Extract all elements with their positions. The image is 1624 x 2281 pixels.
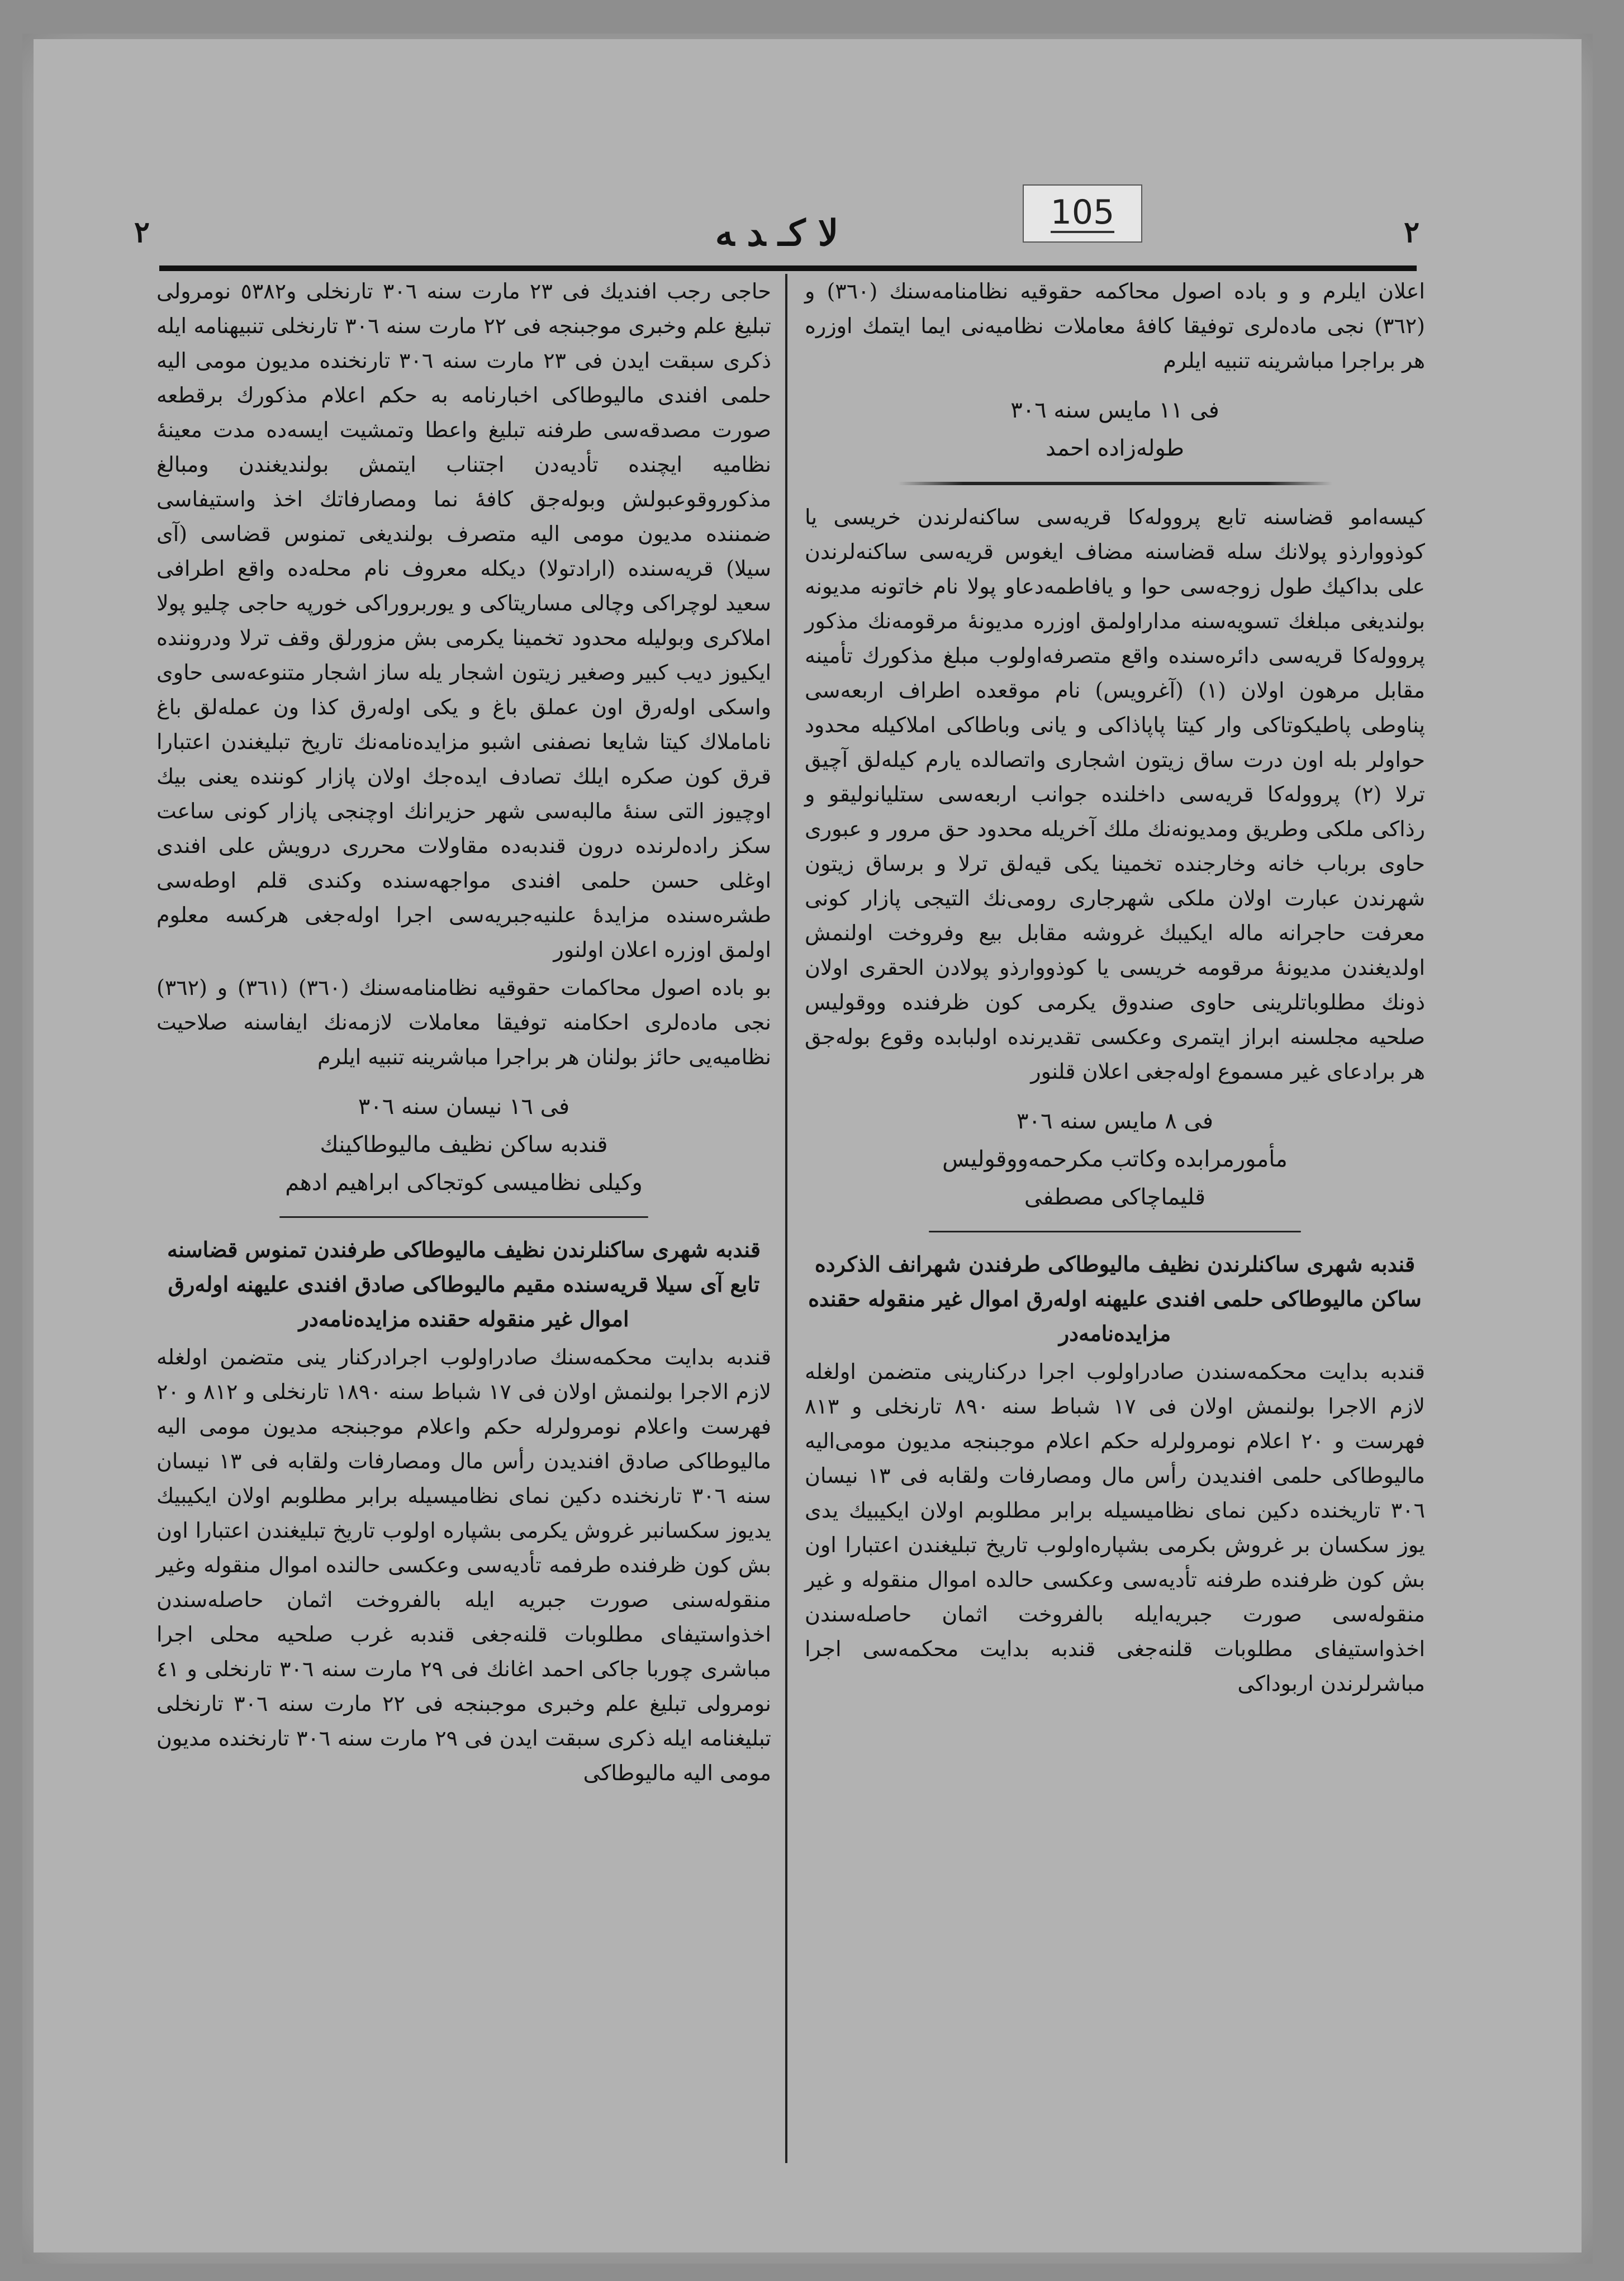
notice-text: قندبه بدايت محكمه‌سندن صادراولوب اجرا دركنارينى متضمن اولغله لازم الاجرا بولنمش اولان فى ١٧ شباط سنه ٨٩٠ تارنخلى و ٨١٣ فهرست و ٢٠ اعلام نومرولرله حكم اعلام موجبنجه مديون مومى‌اليه ماليوطاكى حلمى افنديدن رأس مال ومصارفات ولقابه فى ١٣ نيسان ٣٠٦ تاريخنده دكين نماى نظاميسيله برابر مطلوبم اولان ايكيبيك يدى يوز سكسان بر غروش بكرمى بشپاره‌اولوب تاريخ تبليغندن اعتبارا اون بش كون ظرفنده طرفنه تأديه‌سى وعكسى حالده اموال منقوله و غير منقوله‌سى صورت جبريه‌ايله بالفروخت اثمان حاصله‌سندن اخذواستيفاى مطلوبات قلنه‌جغى قندبه بدايت محكمه‌سى اجرا مباشرلرندن اربوداكى	[805, 1359, 1425, 1696]
signature-date: فى ١٦ نيسان سنه ٣٠٦	[358, 1094, 570, 1120]
notice-text: اعلان ايلرم و و باده اصول محاكمه حقوقيه نظامنامه‌سنك (٣٦٠) و (٣٦٢) نجى ماده‌لرى توفيقا كافهٔ معاملات نظاميه‌نى ايما ايتمك اوزره هر براجرا مباشرينه تنبيه ايلرم	[805, 279, 1425, 373]
signature-name: قندبه ساكن نظيف ماليوطاكينك	[320, 1132, 608, 1158]
right-column	[805, 274, 1425, 1704]
page-number-right: ٢	[1404, 215, 1419, 249]
notice-text: قندبه بدايت محكمه‌سنك صادراولوب اجرادركنار ينى متضمن اولغله لازم الاجرا بولنمش اولان فى ١٧ شباط سنه ١٨٩٠ تارنخلى و ٨١٢ و ٢٠ فهرست واعلام نومرولرله حكم واعلام موجبنجه مديون مومى اليه ماليوطاكى صادق افنديدن رأس مال ومصارفات ولقابه فى ١٣ نيسان سنه ٣٠٦ تارنخنده دكين نماى نظاميسيله برابر مطلوبم اولان ايكيبيك يديوز سكسانبر غروش يكرمى بشپاره اولوب تاريخ تبليغندن اعتبارا اون بش كون ظرفنده طرفمه تأديه‌سى وعكسى حالنده اموال منقوله وغير منقوله‌سنى صورت جبريه ايله بالفروخت اثمان حاصله‌سندن اخذواستيفاى مطلوبات قلنه‌جغى قندبه غرب صلحيه محلى اجرا مباشرى چوربا جاكى احمد اغانك فى ٢٩ مارت سنه ٣٠٦ تارنخلى و ٤١ نومرولى تبليغ علم وخبرى موجبنجه فى ٢٢ مارت سنه ٣٠٦ تارنخلى تبليغنامه ايله ذكرى سبقت ايدن فى ٢٩ مارت سنه ٣٠٦ تارنخنده مديون مومى اليه ماليوطاكى	[156, 1345, 772, 1785]
signature-date: فى ٨ مايس سنه ٣٠٦	[1016, 1108, 1214, 1134]
left-column	[156, 274, 771, 1794]
notice-text: حاجى رجب افنديك فى ٢٣ مارت سنه ٣٠٦ تارنخلى و٥٣٨٢ نومرولى تبليغ علم وخبرى موجبنجه فى ٢٢ مارت سنه ٣٠٦ تارنخلى تنبيهنامه ايله ذكرى سبقت ايدن فى ٢٣ مارت سنه ٣٠٦ تارنخنده مديون مومى اليه حلمى افندى ماليوطاكى اخبارنامه به حكم اعلام مذكورك برقطعه صورت مصدقه‌سى طرفنه تبليغ واعطا وتمشيت ايسه‌ده مدت معينهٔ نظاميه ايچنده تأديه‌دن اجتناب ايتمش بولنديغندن ومبالغ مذكوروقوعبولش وبوله‌جق كافهٔ نما ومصارفاتك اخذ واستيفاسى ضمننده مديون مومى اليه متصرف بولنديغى تمنوس قضاسى (آى سيلا) قريه‌سنده (ارادتولا) ديكله معروف نام محله‌ده واقع اطرافى سعيد لوچراكى وچالى مساريتاكى و يوربروراكى خورپه حاجى چليو پولا املاكرى وبوليله محدود تخمينا يكرمى بش مزورلق وقف ترلا ودروننده ايكيوز ديب كبير وصغير زيتون اشجار يله ساز اشجار متنوعه‌سى حاوى واسكى اوله‌رق اون عملق باغ و يكى اوله‌رق كذا ون عمله‌لق باغ ناماملاك كيتا شايعا نصفنى اشبو مزايده‌نامه‌نك تاريخ تبليغندن اعتبارا قرق كون صكره ايلك تصادف ايده‌جك اولان پازار كوننده يعنى بيك اوچيوز التى سنهٔ مالبه‌سى شهر حزيرانك اوچنجى پازار كونى ساعت سكز راده‌لرنده درون قندبه‌ده مقاولات محررى درويش على افندى اوغلى حسن حلمى افندى مواجهه‌سنده وكندى قلم اوطه‌سى طشره‌سنده مزايدهٔ علنيه‌جبريه‌سى اجرا اوله‌جغى هركسه معلوم اولمق اوزره اعلان اولنور	[156, 279, 772, 962]
signature-name: قليماچاكى مصطفى	[1024, 1184, 1206, 1210]
stamp-number: 105	[1050, 193, 1115, 232]
signature-name: طوله‌زاده احمد	[1045, 435, 1184, 461]
masthead-title: ﻻ كـ ﺪ ﻪ	[715, 212, 839, 254]
notice-text: كيسه‌امو قضاسنه تابع پرووله‌كا قريه‌سى ساكنه‌لرندن خريسى يا كوذووارذو پولانك سله قضاسنه مضاف ايغوس قريه‌سى ساكنه‌لرندن على بداكيك طول زوجه‌سى حوا و يافاطمه‌دعاو پولا نام خاتونه مديونه بولنديغى مبلغك تسويه‌سنه مداراولمق اوزره مديونهٔ مرقومه‌نك مذكور پرووله‌كا قريه‌سى دائره‌سنده واقع متصرفه‌اولوب مبلغ مذكورك تأمينه مقابل مرهون اولان (١) (آغرويس) نام موقعده اطراف اربعه‌سى پناوطى پاطيكوتاكى وار كيتا پاپاذاكى و يانى وباطاكى املاكيله محدود حواولر بله اون درت ساق زيتون اشجارى واتصالده يارم كيله‌لق آچيق ترلا (٢) پرووله‌كا قريه‌سى داخلنده جوانب اربعه‌سى ستليانوليقو و رذاكى ملكى وطريق ومديونه‌نك ملك آخريله محدود حق مرور و عبورى حاوى برباب خانه وخارجنده تخمينا يكى قيه‌لق ترلا و برساق زيتون شهرندن عبارت اولان ملكى شهرجارى رومى‌نك التيجى پازار كونى معرفت حاجرانه ماله ايكيبك غروشه مقابل بيع وفروخت اولنمش اولديغندن مديونهٔ مرقومه خريسى يا كوذووارذو پولادن الحقرى اولان ذونك مطلوباتلرينى حاوى صندوق يكرمى كون ظرفنده ووقوليس صلحيه مجلسنه ابراز ايتمرى وعكسى تقديرنده اولبابده وقوع بوله‌جق هر برادعاى غير مسموع اوله‌جغى اعلان قلنور	[805, 505, 1425, 1084]
signature-name: وكيلى نظاميسى كوتجاكى ابراهيم ادهم	[285, 1170, 643, 1196]
column-divider	[785, 274, 787, 2163]
signature-block	[805, 391, 1425, 467]
header-rule	[159, 265, 1417, 271]
signature-name: مأمورمرابده وكاتب مكرحمه‌ووقوليس	[942, 1146, 1288, 1172]
page-number-left: ٢	[134, 215, 150, 249]
notice-text: بو باده اصول محاكمات حقوقيه نظامنامه‌سنك (٣٦٠) (٣٦١) و (٣٦٢) نجى ماده‌لرى احكامنه توفيقا معاملات لازمه‌نك ايفاسنه صلاحيت نظاميه‌يى حائز بولنان هر براجرا مباشرينه تنبيه ايلرم	[156, 975, 771, 1069]
signature-block	[156, 1088, 771, 1202]
section-separator	[898, 482, 1332, 485]
section-separator	[929, 1231, 1301, 1232]
signature-block	[805, 1102, 1425, 1216]
notice-title: قندبه شهرى ساكنلرندن نظيف ماليوطاكى طرفندن تمنوس قضاسنه تابع آى سيلا قريه‌سنده مقيم ماليوطاكى صادق افندى عليهنه اوله‌رق اموال غير منقوله حقنده مزايده‌نامه‌در	[167, 1237, 761, 1331]
notice-title: قندبه شهرى ساكنلرندن نظيف ماليوطاكى طرفندن شهرانف الذكرده ساكن ماليوطاكى حلمى افندى عليهنه اوله‌رق اموال غير منقوله حقنده مزايده‌نامه‌در	[808, 1251, 1422, 1346]
section-separator	[279, 1216, 648, 1218]
signature-date: فى ١١ مايس سنه ٣٠٦	[1010, 397, 1219, 423]
